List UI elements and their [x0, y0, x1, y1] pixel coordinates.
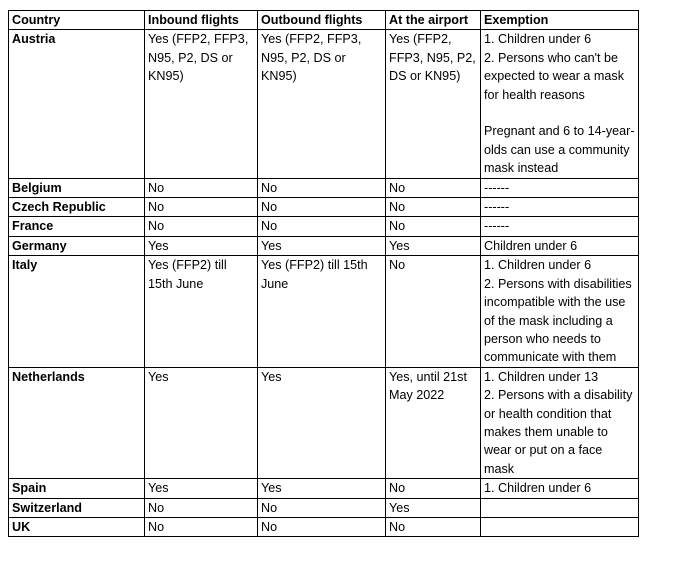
- outbound-cell: Yes: [258, 479, 386, 498]
- outbound-cell: Yes (FFP2, FFP3, N95, P2, DS or KN95): [258, 30, 386, 178]
- country-cell: France: [9, 217, 145, 236]
- table-row: [9, 517, 639, 536]
- airport-cell: Yes: [386, 236, 481, 255]
- exemption-cell: ------: [481, 178, 639, 197]
- country-cell: Italy: [9, 256, 145, 367]
- exemption-cell: 1. Children under 6: [481, 479, 639, 498]
- country-cell: Germany: [9, 236, 145, 255]
- exemption-cell: [481, 498, 639, 517]
- exemption-cell: 1. Children under 6 2. Persons with disabilities incompatible with the use of the mask including a person who needs to communicate with them: [481, 256, 639, 367]
- inbound-cell: No: [145, 198, 258, 217]
- country-cell: UK: [9, 517, 145, 536]
- table-row: [9, 30, 639, 178]
- country-cell: Spain: [9, 479, 145, 498]
- outbound-cell: No: [258, 217, 386, 236]
- airport-cell: Yes (FFP2, FFP3, N95, P2, DS or KN95): [386, 30, 481, 178]
- header-at-the-airport: At the airport: [386, 11, 481, 30]
- airport-cell: No: [386, 178, 481, 197]
- table-row: [9, 479, 639, 498]
- country-cell: Czech Republic: [9, 198, 145, 217]
- header-outbound-flights: Outbound flights: [258, 11, 386, 30]
- exemption-cell: [481, 517, 639, 536]
- airport-cell: No: [386, 217, 481, 236]
- header-row: [9, 11, 639, 30]
- inbound-cell: No: [145, 498, 258, 517]
- inbound-cell: No: [145, 178, 258, 197]
- exemption-cell: ------: [481, 217, 639, 236]
- airport-cell: No: [386, 256, 481, 367]
- exemption-cell: ------: [481, 198, 639, 217]
- header-exemption: Exemption: [481, 11, 639, 30]
- inbound-cell: No: [145, 217, 258, 236]
- table-row: [9, 236, 639, 255]
- airport-cell: No: [386, 198, 481, 217]
- exemption-cell: 1. Children under 13 2. Persons with a disability or health condition that makes them unable to wear or put on a face mask: [481, 367, 639, 478]
- mask-rules-table: [8, 10, 639, 537]
- table-row: [9, 498, 639, 517]
- header-country: Country: [9, 11, 145, 30]
- country-cell: Belgium: [9, 178, 145, 197]
- airport-cell: No: [386, 517, 481, 536]
- exemption-cell: Children under 6: [481, 236, 639, 255]
- mask-rules-table-container: [8, 10, 639, 537]
- header-inbound-flights: Inbound flights: [145, 11, 258, 30]
- table-row: [9, 217, 639, 236]
- inbound-cell: Yes: [145, 367, 258, 478]
- airport-cell: Yes, until 21st May 2022: [386, 367, 481, 478]
- inbound-cell: Yes (FFP2, FFP3, N95, P2, DS or KN95): [145, 30, 258, 178]
- table-row: [9, 367, 639, 478]
- inbound-cell: Yes (FFP2) till 15th June: [145, 256, 258, 367]
- table-row: [9, 256, 639, 367]
- outbound-cell: No: [258, 517, 386, 536]
- inbound-cell: Yes: [145, 236, 258, 255]
- outbound-cell: No: [258, 198, 386, 217]
- outbound-cell: No: [258, 178, 386, 197]
- inbound-cell: No: [145, 517, 258, 536]
- outbound-cell: Yes: [258, 367, 386, 478]
- country-cell: Switzerland: [9, 498, 145, 517]
- country-cell: Netherlands: [9, 367, 145, 478]
- airport-cell: Yes: [386, 498, 481, 517]
- table-row: [9, 178, 639, 197]
- outbound-cell: No: [258, 498, 386, 517]
- table-row: [9, 198, 639, 217]
- inbound-cell: Yes: [145, 479, 258, 498]
- exemption-cell: 1. Children under 6 2. Persons who can't be expected to wear a mask for health reasons Pregnant and 6 to 14-year-olds can use a community mask instead: [481, 30, 639, 178]
- outbound-cell: Yes (FFP2) till 15th June: [258, 256, 386, 367]
- country-cell: Austria: [9, 30, 145, 178]
- airport-cell: No: [386, 479, 481, 498]
- outbound-cell: Yes: [258, 236, 386, 255]
